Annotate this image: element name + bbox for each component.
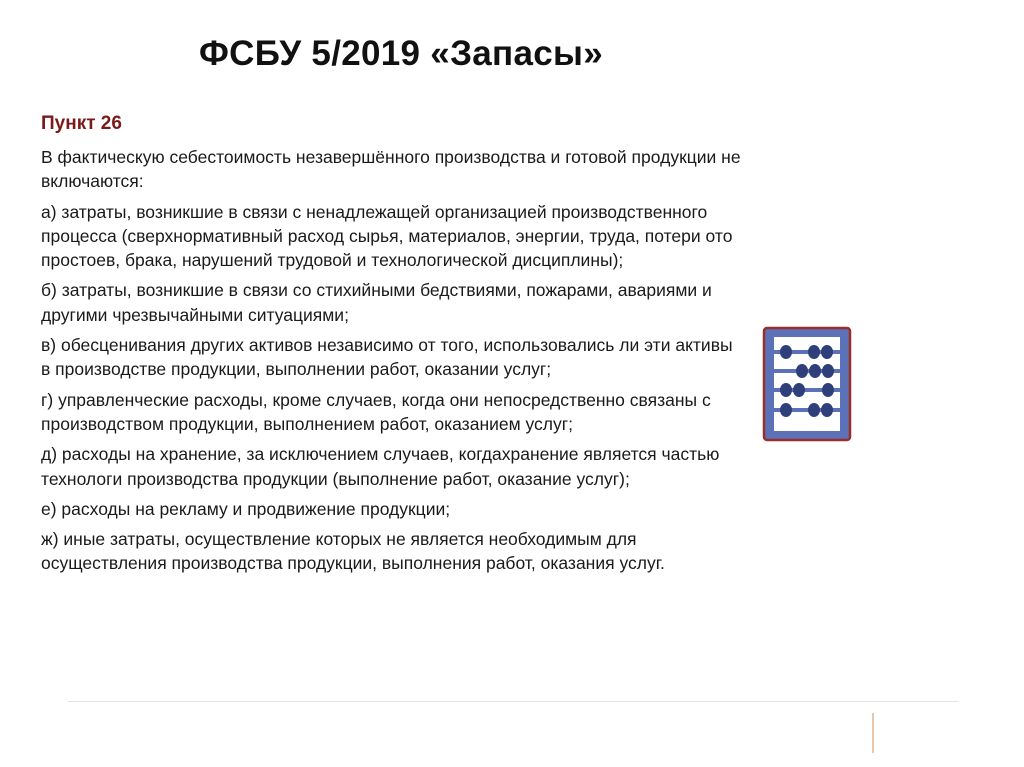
paragraph-g: г) управленческие расходы, кроме случаев, когда они непосредственно связаны с производством продукции, выполнением работ, оказанием услуг; bbox=[41, 389, 711, 434]
paragraph-d: д) расходы на хранение, за исключением случаев, когдахранение является частью технологи производства продукции (выполнение работ, оказание услуг); bbox=[41, 444, 720, 489]
slide-title: ФСБУ 5/2019 «Запасы» bbox=[199, 34, 603, 73]
footer-accent-bar bbox=[872, 713, 874, 753]
footer-divider bbox=[68, 701, 958, 702]
paragraph-a: а) затраты, возникшие в связи с ненадлежащей организацией производственного процесса (сверхнормативный расход сырья, материалов, энергии, труда, потери ото простоев, брака, нарушений трудовой и технологической дисциплины); bbox=[41, 201, 733, 271]
paragraph-zh: ж) иные затраты, осуществление которых не является необходимым для осуществления производства продукции, выполнения работ, оказания услуг. bbox=[41, 529, 665, 574]
paragraph-intro: В фактическую себестоимость незавершённого производства и готовой продукции не включаются: bbox=[41, 147, 741, 192]
abacus-icon bbox=[762, 326, 852, 442]
body-text bbox=[41, 145, 741, 582]
point-heading: Пункт 26 bbox=[41, 113, 122, 134]
paragraph-v: в) обесценивания других активов независимо от того, использовались ли эти активы в производстве продукции, выполнении работ, оказании услуг; bbox=[41, 335, 733, 380]
paragraph-e: е) расходы на рекламу и продвижение продукции; bbox=[41, 498, 451, 519]
paragraph-b: б) затраты, возникшие в связи со стихийными бедствиями, пожарами, авариями и другими чрезвычайными ситуациями; bbox=[41, 280, 712, 325]
